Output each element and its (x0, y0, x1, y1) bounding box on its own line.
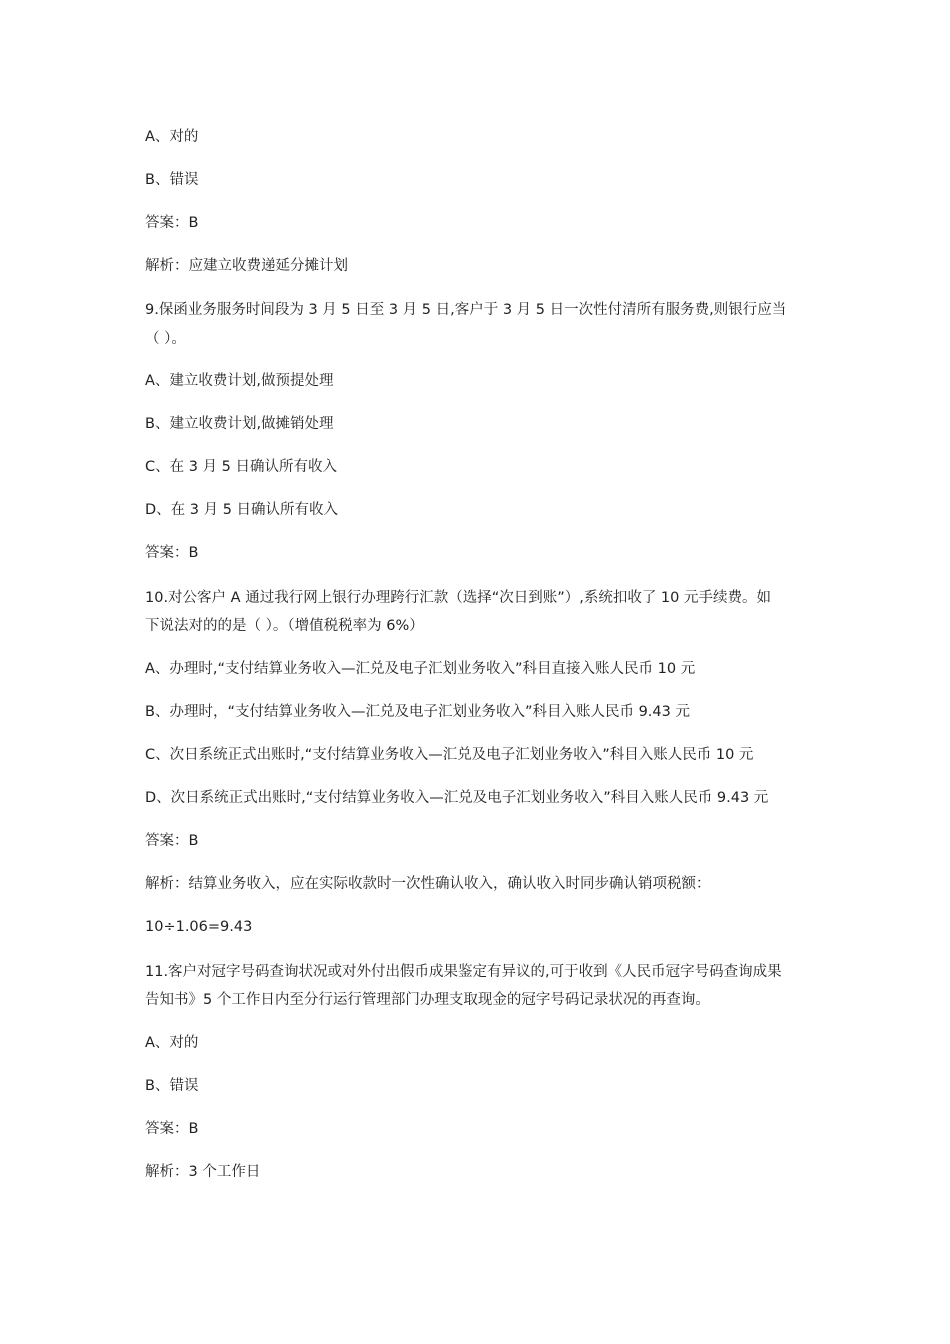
q10-option-b: B、办理时，“支付结算业务收入—汇兑及电子汇划业务收入”科目入账人民币 9.43 元 (145, 704, 690, 720)
option-b: B、错误 (145, 172, 199, 188)
q9-answer: 答案：B (145, 545, 199, 561)
answer: 答案：B (145, 215, 199, 231)
q11-answer: 答案：B (145, 1121, 199, 1137)
question-10-line-1: 10.对公客户 A 通过我行网上银行办理跨行汇款（选择“次日到账”）,系统扣收了 10 元手续费。如 (145, 590, 771, 606)
q11-option-b: B、错误 (145, 1078, 199, 1094)
q9-option-a: A、建立收费计划,做预提处理 (145, 373, 334, 389)
q11-analysis: 解析：3 个工作日 (145, 1164, 261, 1180)
q10-option-c: C、次日系统正式出账时,“支付结算业务收入—汇兑及电子汇划业务收入”科目入账人民币 10 元 (145, 747, 754, 763)
question-11-line-2: 告知书》5 个工作日内至分行运行管理部门办理支取现金的冠字号码记录状况的再查询。 (145, 992, 710, 1008)
question-9-line-1: 9.保函业务服务时间段为 3 月 5 日至 3 月 5 日,客户于 3 月 5 日一次性付清所有服务费,则银行应当 (145, 302, 787, 318)
q10-option-a: A、办理时,“支付结算业务收入—汇兑及电子汇划业务收入”科目直接入账人民币 10 元 (145, 661, 696, 677)
question-11-line-1: 11.客户对冠字号码查询状况或对外付出假币成果鉴定有异议的,可于收到《人民币冠字号码查询成果 (145, 964, 782, 980)
option-a: A、对的 (145, 129, 199, 145)
q10-analysis: 解析：结算业务收入，应在实际收款时一次性确认收入，确认收入时同步确认销项税额： (145, 876, 711, 892)
q9-option-c: C、在 3 月 5 日确认所有收入 (145, 459, 338, 475)
q10-option-d: D、次日系统正式出账时,“支付结算业务收入—汇兑及电子汇划业务收入”科目入账人民币 9.43 元 (145, 790, 769, 806)
q9-option-d: D、在 3 月 5 日确认所有收入 (145, 502, 339, 518)
question-9-line-2: （ ）。 (145, 331, 186, 347)
q11-option-a: A、对的 (145, 1035, 199, 1051)
q10-formula: 10÷1.06=9.43 (145, 919, 253, 935)
q10-answer: 答案：B (145, 833, 199, 849)
q9-option-b: B、建立收费计划,做摊销处理 (145, 416, 334, 432)
analysis: 解析：应建立收费递延分摊计划 (145, 258, 348, 274)
question-10-line-2: 下说法对的的是（ ）。（增值税税率为 6%） (145, 618, 424, 634)
